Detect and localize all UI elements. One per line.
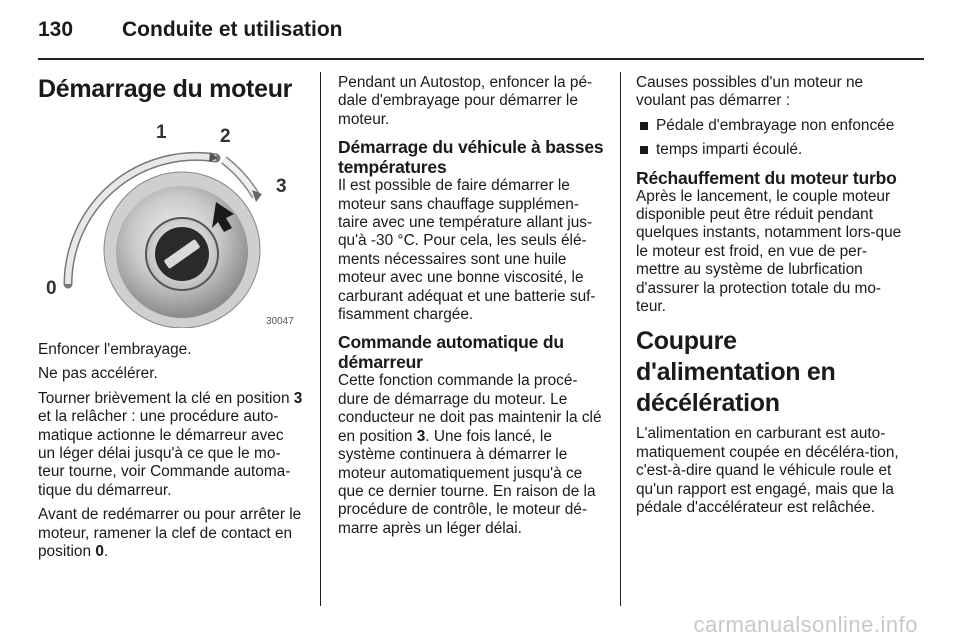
figure-label-1: 1 <box>156 122 167 143</box>
bullet-square-icon <box>640 122 648 130</box>
paragraph: Causes possibles d'un moteur ne voulant pas démarrer : <box>636 74 864 110</box>
ignition-switch-figure <box>38 114 304 328</box>
list-item <box>636 141 904 159</box>
figure-label-3: 3 <box>276 176 287 197</box>
page-number: 130 <box>38 18 74 41</box>
column-left <box>38 74 304 567</box>
paragraph: L'alimentation en carburant est auto-matiquement coupée en décéléra-tion, c'est-à-dire quand le véhicule roule et qu'un rapport est engagé, mais que la pédale d'accélérateur est relâchée. <box>636 425 899 517</box>
watermark: carmanualsonline.info <box>693 612 918 637</box>
page-header <box>38 18 343 42</box>
heading-starting-engine: Démarrage du moteur <box>38 75 293 103</box>
paragraph: Il est possible de faire démarrer le moteur sans chauffage supplémen-taire avec une température allant jus-qu'à -30 °C. Pour cela, les seuls élé-ments nécessaires sont une huile moteur avec une bonne viscosité, le carburant adéquat et une batterie suf-fisamment chargée. <box>338 177 596 324</box>
text-run: . <box>103 543 109 561</box>
list-item-text: temps imparti écoulé. <box>656 141 803 159</box>
paragraph: Enfoncer l'embrayage. <box>38 341 192 358</box>
bullet-list <box>636 117 904 160</box>
paragraph: Ne pas accélérer. <box>38 365 158 383</box>
column-divider <box>620 72 621 606</box>
list-item-text: Pédale d'embrayage non enfoncée <box>656 116 895 134</box>
text-run: et la relâcher : une procédure auto-matique actionne le démarreur avec un léger délai jusqu'à ce que le mo-teur tourne, voir Commande automa-tique du démarreur. <box>38 408 291 499</box>
text-run: Avant de redémarrer ou pour arrêter le moteur, ramener la clef de contact en position <box>38 506 302 561</box>
list-item <box>636 117 904 135</box>
position-ref: 0 <box>95 543 104 561</box>
paragraph <box>338 372 606 538</box>
heading-turbo-warmup: Réchauffement du moteur turbo <box>636 167 897 188</box>
text-run: . Une fois lancé, le système continuera à démarrer le moteur automatiquement jusqu'à ce que ce dernier tourne. En raison de la procédure de contrôle, le moteur dé-marre après un léger délai. <box>338 427 596 537</box>
column-divider <box>320 72 321 606</box>
figure-label-2: 2 <box>220 126 231 147</box>
figure-label-0: 0 <box>46 278 57 299</box>
heading-auto-starter: Commande automatique du démarreur <box>338 332 564 373</box>
bullet-square-icon <box>640 146 648 154</box>
text-run: Tourner brièvement la clé en position <box>38 389 294 407</box>
paragraph: Pendant un Autostop, enfoncer la pé-dale d'embrayage pour démarrer le moteur. <box>338 74 593 128</box>
paragraph: Après le lancement, le couple moteur disponible peut être réduit pendant quelques instants, notamment lors-que le moteur est froid, en vue de per-mettre au système de lubrfication d'assurer la protection totale du mo-teur. <box>636 187 902 316</box>
text-run: Cette fonction commande la procé-dure de démarrage du moteur. Le conducteur ne doit pas maintenir la clé en position <box>338 372 602 445</box>
column-middle <box>338 74 606 544</box>
header-rule <box>38 58 924 60</box>
heading-cold-start: Démarrage du véhicule à basses températures <box>338 137 604 178</box>
heading-fuel-cutoff: Coupure d'alimentation en décélération <box>636 327 836 418</box>
column-right <box>636 74 904 524</box>
section-title: Conduite et utilisation <box>122 18 343 41</box>
position-ref: 3 <box>416 427 426 445</box>
position-ref: 3 <box>293 389 303 407</box>
figure-code: 30047 <box>266 316 294 327</box>
paragraph <box>38 390 304 500</box>
paragraph <box>38 506 304 561</box>
